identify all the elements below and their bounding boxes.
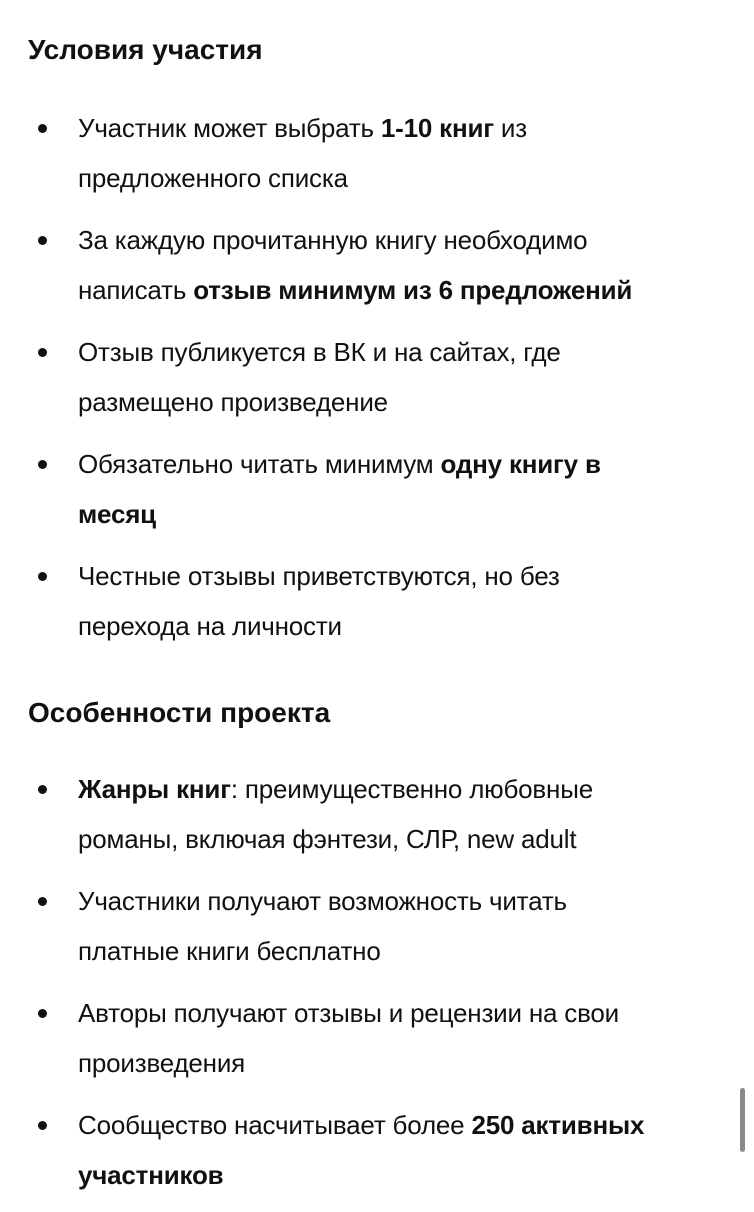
- section-heading-conditions: Условия участия: [28, 34, 263, 65]
- section-heading-features: Особенности проекта: [28, 697, 331, 728]
- bullet-icon: [38, 124, 47, 133]
- item-line: [0, 489, 740, 539]
- text-run: перехода на личности: [78, 611, 342, 641]
- bullet-icon: [38, 1121, 47, 1130]
- bold-text: 1-10 книг: [380, 113, 494, 143]
- text-run: платные книги бесплатно: [78, 936, 381, 966]
- item-line: [0, 327, 740, 377]
- conditions-list: [0, 103, 740, 663]
- list-item: [0, 1100, 740, 1200]
- item-line: [0, 1100, 740, 1150]
- text-run: Отзыв публикуется в ВК и на сайтах, где: [78, 337, 561, 367]
- text-run: : преимущественно любовные: [230, 774, 593, 804]
- list-item: [0, 551, 740, 651]
- text-run: Честные отзывы приветствуются, но без: [78, 561, 560, 591]
- scrollbar[interactable]: [740, 1088, 745, 1152]
- text-run: размещено произведение: [78, 387, 388, 417]
- item-line: [0, 439, 740, 489]
- bullet-icon: [38, 897, 47, 906]
- item-line: [0, 377, 740, 427]
- text-run: Обязательно читать минимум: [78, 449, 441, 479]
- item-line: [0, 926, 740, 976]
- item-line: [0, 153, 740, 203]
- text-run: написать: [78, 275, 194, 305]
- features-list: [0, 764, 740, 1212]
- bullet-icon: [38, 572, 47, 581]
- item-line: [0, 265, 740, 315]
- item-line: [0, 1150, 740, 1200]
- item-line: [0, 601, 740, 651]
- bullet-icon: [38, 460, 47, 469]
- text-run: Авторы получают отзывы и рецензии на свои: [78, 998, 619, 1028]
- text-run: предложенного списка: [78, 163, 348, 193]
- list-item: [0, 988, 740, 1088]
- item-line: [0, 876, 740, 926]
- item-line: [0, 215, 740, 265]
- bold-text: одну книгу в: [440, 449, 601, 479]
- item-line: [0, 1038, 740, 1088]
- item-line: [0, 103, 740, 153]
- text-run: За каждую прочитанную книгу необходимо: [78, 225, 588, 255]
- bold-text: месяц: [78, 499, 156, 529]
- text-run: Участники получают возможность читать: [78, 886, 567, 916]
- bold-text: Жанры книг: [78, 774, 231, 804]
- list-item: [0, 103, 740, 203]
- bullet-icon: [38, 348, 47, 357]
- bold-text: участников: [78, 1160, 224, 1190]
- text-run: Сообщество насчитывает более: [78, 1110, 472, 1140]
- bold-text: 250 активных: [471, 1110, 645, 1140]
- list-item: [0, 764, 740, 864]
- bullet-icon: [38, 785, 47, 794]
- list-item: [0, 215, 740, 315]
- list-item: [0, 327, 740, 427]
- item-line: [0, 988, 740, 1038]
- bold-text: отзыв минимум из 6 предложений: [193, 275, 633, 305]
- item-line: [0, 814, 740, 864]
- text-run: Участник может выбрать: [78, 113, 381, 143]
- list-item: [0, 439, 740, 539]
- bullet-icon: [38, 236, 47, 245]
- text-run: романы, включая фэнтези, СЛР, new adult: [78, 824, 577, 854]
- item-line: [0, 764, 740, 814]
- text-run: произведения: [78, 1048, 246, 1078]
- item-line: [0, 551, 740, 601]
- text-run: из: [493, 113, 527, 143]
- bullet-icon: [38, 1009, 47, 1018]
- list-item: [0, 876, 740, 976]
